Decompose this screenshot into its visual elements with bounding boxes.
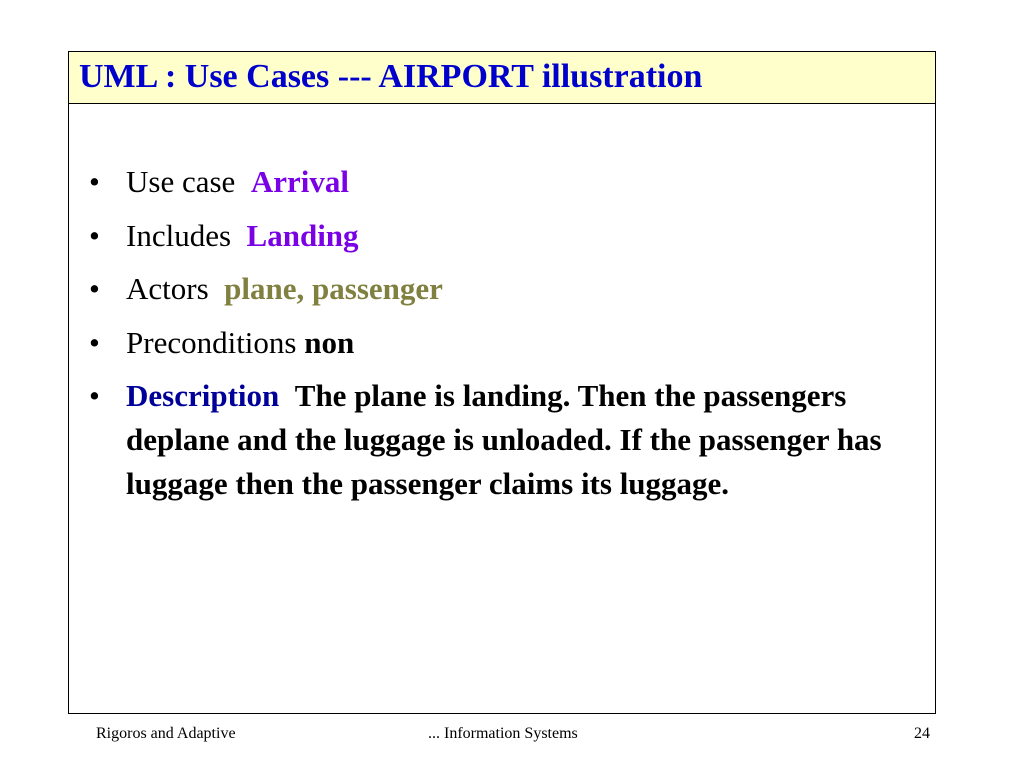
bullet-item-actors bbox=[89, 267, 889, 311]
bullet-item-preconditions bbox=[89, 321, 889, 365]
bullet-item-use-case bbox=[89, 160, 889, 204]
bullet-icon: • bbox=[89, 217, 100, 253]
preconditions-value: non bbox=[304, 324, 355, 360]
bullet-icon: • bbox=[89, 324, 100, 360]
preconditions-label: Preconditions bbox=[126, 324, 297, 360]
bullet-icon: • bbox=[89, 271, 100, 306]
page-number: 24 bbox=[914, 725, 930, 742]
slide-frame bbox=[68, 51, 936, 714]
bullet-icon: • bbox=[89, 378, 100, 413]
use-case-label: Use case bbox=[126, 164, 236, 199]
bullet-item-includes bbox=[89, 214, 889, 258]
actors-value: plane, passenger bbox=[224, 271, 443, 306]
actors-label: Actors bbox=[126, 271, 209, 306]
includes-label: Includes bbox=[126, 217, 232, 253]
title-bar bbox=[69, 52, 935, 104]
use-case-value: Arrival bbox=[250, 164, 349, 199]
slide-title: UML : Use Cases --- AIRPORT illustration bbox=[79, 58, 703, 95]
bullet-list bbox=[89, 160, 889, 516]
footer-center-text: ... Information Systems bbox=[428, 725, 578, 742]
bullet-item-description bbox=[89, 374, 889, 506]
bullet-icon: • bbox=[89, 164, 100, 199]
footer-left-text: Rigoros and Adaptive bbox=[96, 725, 236, 742]
includes-value: Landing bbox=[246, 217, 359, 253]
description-label: Description bbox=[126, 378, 280, 413]
description-text: The plane is landing. Then the passengers deplane and the luggage is unloaded. If the passenger has luggage then the passenger claims its luggage. bbox=[126, 378, 882, 501]
